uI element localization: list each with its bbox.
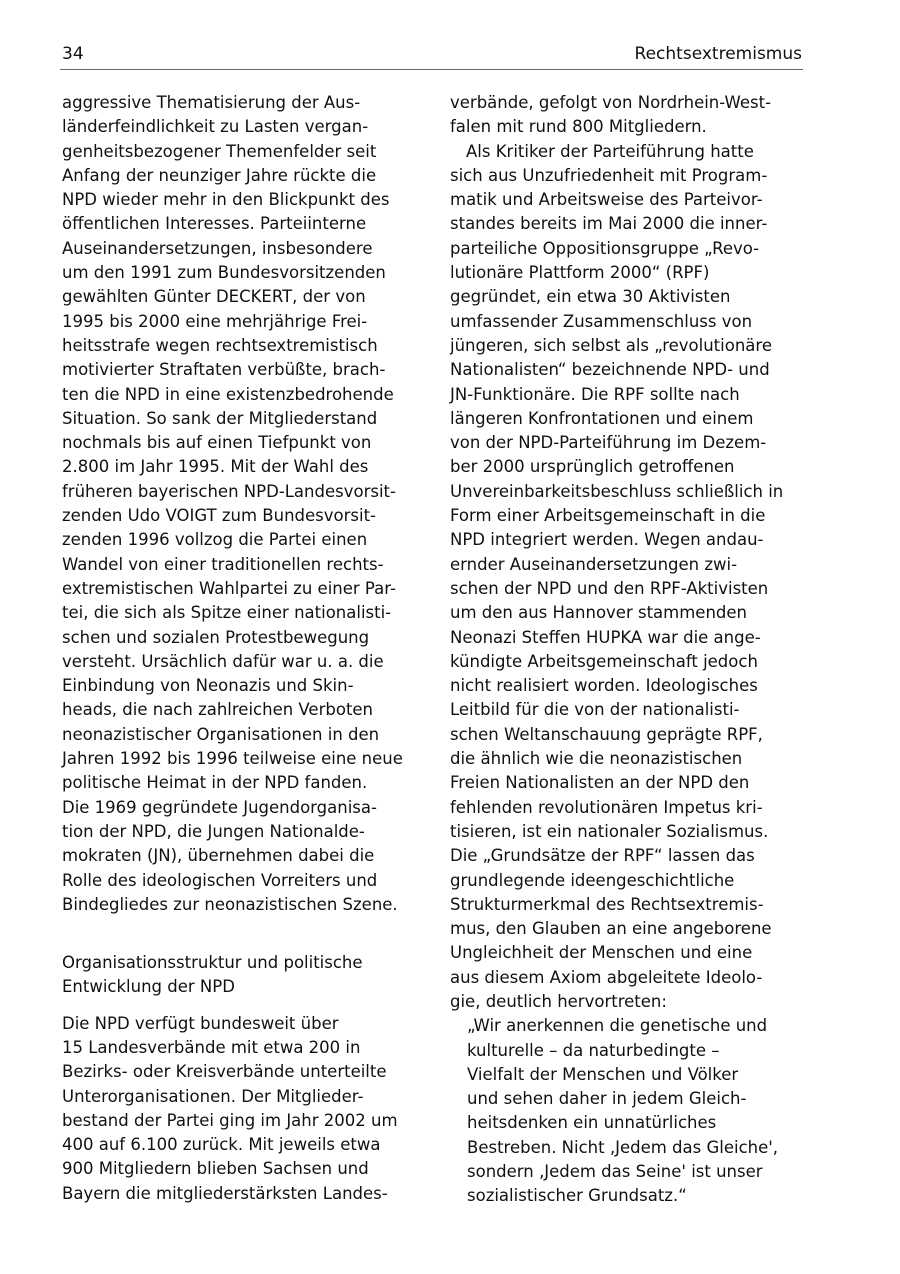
rpf-quote	[450, 1014, 822, 1208]
text-line: ten die NPD in eine existenzbedrohende	[62, 384, 394, 404]
text-line: heitsstrafe wegen rechtsextremistisch	[62, 335, 378, 355]
paragraph-rpf	[450, 140, 822, 1015]
text-line: Die „Grundsätze der RPF“ lassen das	[450, 846, 755, 866]
text-line: lutionäre Plattform 2000“ (RPF)	[450, 263, 710, 283]
text-line: kündigte Arbeitsgemeinschaft jedoch	[450, 651, 758, 671]
heading-spacer	[62, 1000, 434, 1012]
text-line: Nationalisten“ bezeichnende NPD- und	[450, 360, 770, 380]
text-line: umfassender Zusammenschluss von	[450, 311, 753, 331]
text-line: 2.800 im Jahr 1995. Mit der Wahl des	[62, 457, 369, 477]
text-line: mus, den Glauben an eine angeborene	[450, 919, 772, 939]
text-line: gegründet, ein etwa 30 Aktivisten	[450, 287, 731, 307]
text-line: Bindegliedes zur neonazistischen Szene.	[62, 894, 398, 914]
text-line: bestand der Partei ging im Jahr 2002 um	[62, 1110, 398, 1130]
text-line: fehlenden revolutionären Impetus kri-	[450, 797, 763, 817]
text-line: Jahren 1992 bis 1996 teilweise eine neue	[62, 749, 403, 769]
text-line: tisieren, ist ein nationaler Sozialismus.	[450, 821, 769, 841]
text-line: Organisationsstruktur und politische	[62, 953, 363, 973]
text-line: Wandel von einer traditionellen rechts-	[62, 554, 384, 574]
text-line: 1995 bis 2000 eine mehrjährige Frei-	[62, 311, 368, 331]
text-line: mokraten (JN), übernehmen dabei die	[62, 846, 375, 866]
text-line: sich aus Unzufriedenheit mit Program-	[450, 165, 768, 185]
text-line: Als Kritiker der Parteiführung hatte	[466, 141, 754, 161]
text-line: Situation. So sank der Mitgliederstand	[62, 408, 378, 428]
text-line: längeren Konfrontationen und einem	[450, 408, 754, 428]
text-line: Die NPD verfügt bundesweit über	[62, 1013, 339, 1033]
text-line: JN-Funktionäre. Die RPF sollte nach	[450, 384, 740, 404]
text-line: gewählten Günter DECKERT, der von	[62, 287, 366, 307]
text-line: Unvereinbarkeitsbeschluss schließlich in	[450, 481, 784, 501]
text-line: öffentlichen Interesses. Parteiinterne	[62, 214, 367, 234]
text-line: extremistischen Wahlpartei zu einer Par-	[62, 578, 396, 598]
text-line: schen und sozialen Protestbewegung	[62, 627, 370, 647]
text-line: um den 1991 zum Bundesvorsitzenden	[62, 263, 386, 283]
text-line: versteht. Ursächlich dafür war u. a. die	[62, 651, 384, 671]
paragraph-organisation	[62, 1012, 434, 1206]
text-line: NPD wieder mehr in den Blickpunkt des	[62, 190, 390, 210]
right-column	[450, 91, 822, 1209]
text-line: früheren bayerischen NPD-Landesvorsit-	[62, 481, 396, 501]
text-line: grundlegende ideengeschichtliche	[450, 870, 735, 890]
text-line: tion der NPD, die Jungen Nationalde-	[62, 821, 365, 841]
text-line: heads, die nach zahlreichen Verboten	[62, 700, 374, 720]
text-line: Strukturmerkmal des Rechtsextremis-	[450, 894, 764, 914]
text-line: Freien Nationalisten an der NPD den	[450, 773, 750, 793]
text-line: Form einer Arbeitsgemeinschaft in die	[450, 506, 766, 526]
section-heading	[62, 951, 434, 1000]
text-line: Rolle des ideologischen Vorreiters und	[62, 870, 378, 890]
text-line: Bezirks- oder Kreisverbände unterteilte	[62, 1062, 387, 1082]
text-line: heitsdenken ein unnatürliches	[467, 1113, 717, 1133]
text-line: Bayern die mitgliederstärksten Landes-	[62, 1183, 388, 1203]
text-line: neonazistischer Organisationen in den	[62, 724, 380, 744]
text-line: standes bereits im Mai 2000 die inner-	[450, 214, 768, 234]
text-line: nochmals bis auf einen Tiefpunkt von	[62, 433, 372, 453]
text-line: schen der NPD und den RPF-Aktivisten	[450, 578, 769, 598]
text-line: politische Heimat in der NPD fanden.	[62, 773, 368, 793]
text-line: NPD integriert werden. Wegen andau-	[450, 530, 764, 550]
text-line: Bestreben. Nicht ‚Jedem das Gleiche',	[467, 1137, 779, 1157]
text-line: zenden 1996 vollzog die Partei einen	[62, 530, 368, 550]
text-line: aus diesem Axiom abgeleitete Ideolo-	[450, 967, 763, 987]
text-line: länderfeindlichkeit zu Lasten vergan-	[62, 117, 369, 137]
text-line: gie, deutlich hervortreten:	[450, 991, 667, 1011]
text-line: „Wir anerkennen die genetische und	[467, 1016, 768, 1036]
text-line: parteiliche Oppositionsgruppe „Revo-	[450, 238, 760, 258]
text-line: Anfang der neunziger Jahre rückte die	[62, 165, 377, 185]
text-line: Unterorganisationen. Der Mitglieder-	[62, 1086, 364, 1106]
text-line: 900 Mitgliedern blieben Sachsen und	[62, 1159, 369, 1179]
text-line: genheitsbezogener Themenfelder seit	[62, 141, 377, 161]
section-spacer	[62, 917, 434, 951]
text-line: nicht realisiert worden. Ideologisches	[450, 676, 758, 696]
text-line: falen mit rund 800 Mitgliedern.	[450, 117, 707, 137]
text-line: um den aus Hannover stammenden	[450, 603, 747, 623]
text-line: schen Weltanschauung geprägte RPF,	[450, 724, 763, 744]
text-line: von der NPD-Parteiführung im Dezem-	[450, 433, 767, 453]
text-line: kulturelle – da naturbedingte –	[467, 1040, 720, 1060]
running-title: Rechtsextremismus	[634, 44, 802, 64]
text-line: Neonazi Steffen HUPKA war die ange-	[450, 627, 761, 647]
text-line: ber 2000 ursprünglich getroffenen	[450, 457, 735, 477]
text-line: Die 1969 gegründete Jugendorganisa-	[62, 797, 377, 817]
text-line: aggressive Thematisierung der Aus-	[62, 93, 361, 112]
text-line: tei, die sich als Spitze einer nationalisti-	[62, 603, 392, 623]
text-line: verbände, gefolgt von Nordrhein-West-	[450, 93, 772, 112]
header-rule	[60, 69, 803, 70]
text-line: 400 auf 6.100 zurück. Mit jeweils etwa	[62, 1135, 381, 1155]
text-line: matik und Arbeitsweise des Parteivor-	[450, 190, 763, 210]
text-line: Vielfalt der Menschen und Völker	[467, 1064, 739, 1084]
paragraph-continuation	[450, 91, 822, 140]
text-line: motivierter Straftaten verbüßte, brach-	[62, 360, 386, 380]
text-line: Auseinandersetzungen, insbesondere	[62, 238, 373, 258]
text-line: ernder Auseinandersetzungen zwi-	[450, 554, 738, 574]
text-line: zenden Udo VOIGT zum Bundesvorsit-	[62, 506, 376, 526]
text-line: Ungleichheit der Menschen und eine	[450, 943, 753, 963]
text-line: Entwicklung der NPD	[62, 977, 235, 997]
text-line: sozialistischer Grundsatz.“	[467, 1186, 687, 1206]
text-line: jüngeren, sich selbst als „revolutionäre	[450, 335, 772, 355]
text-line: 15 Landesverbände mit etwa 200 in	[62, 1037, 361, 1057]
text-line: Leitbild für die von der nationalisti-	[450, 700, 740, 720]
paragraph-npd-history	[62, 91, 434, 917]
page-number: 34	[62, 44, 84, 64]
text-line: die ähnlich wie die neonazistischen	[450, 749, 743, 769]
left-column	[62, 91, 434, 1206]
text-line: sondern ‚Jedem das Seine' ist unser	[467, 1162, 763, 1182]
text-line: Einbindung von Neonazis und Skin-	[62, 676, 354, 696]
text-line: und sehen daher in jedem Gleich-	[467, 1089, 747, 1109]
